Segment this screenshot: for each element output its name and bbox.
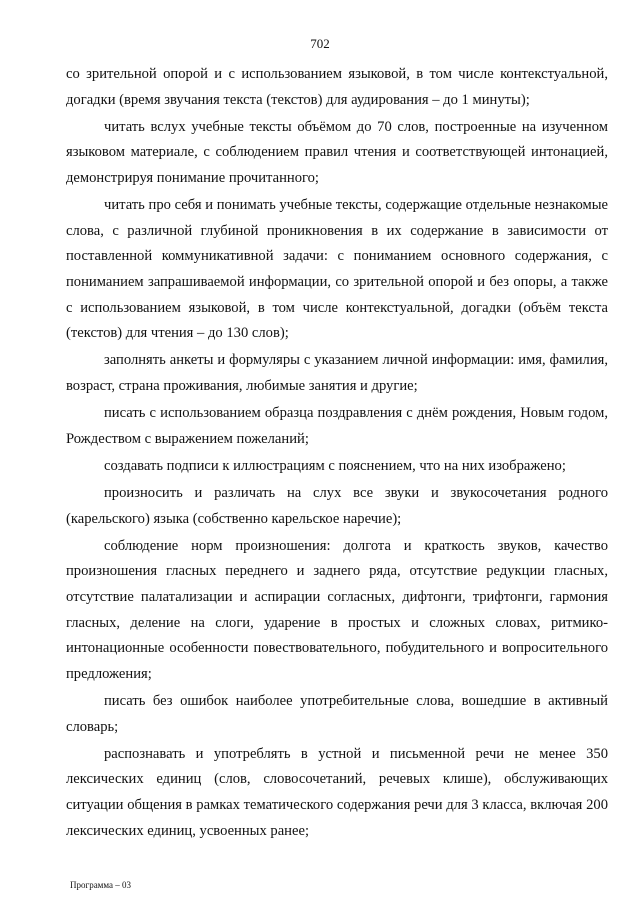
paragraph: распознавать и употреблять в устной и письменной речи не менее 350 лексических единиц (слов, словосочетаний, речевых клише), обслуживающих ситуации общения в рамках тематического содержания речи для 3 класса, включая 200 лексических единиц, усвоенных ранее;	[66, 745, 608, 839]
paragraph: заполнять анкеты и формуляры с указанием личной информации: имя, фамилия, возраст, страна проживания, любимые занятия и другие;	[66, 352, 608, 394]
paragraph: читать про себя и понимать учебные тексты, содержащие отдельные незнакомые слова, с различной глубиной проникновения в их содержание в зависимости от поставленной коммуникативной задачи: с пониманием основного содержания, с пониманием запрашиваемой информации, со зрительной опорой и без опоры, а также с использованием языковой, в том числе контекстуальной, догадки (объём текста (текстов) для чтения – до 130 слов);	[66, 197, 608, 342]
paragraph: со зрительной опорой и с использованием языковой, в том числе контекстуальной, догадки (время звучания текста (текстов) для аудирования – до 1 минуты);	[66, 66, 608, 108]
paragraph: произносить и различать на слух все звуки и звукосочетания родного (карельского) языка (собственно карельское наречие);	[66, 485, 608, 527]
document-body	[66, 62, 608, 846]
page-number: 702	[310, 36, 330, 51]
footer-program-label: Программа – 03	[70, 880, 132, 890]
paragraph: писать без ошибок наиболее употребительные слова, вошедшие в активный словарь;	[66, 693, 608, 735]
paragraph: писать с использованием образца поздравления с днём рождения, Новым годом, Рождеством с выражением пожеланий;	[66, 405, 608, 447]
paragraph: читать вслух учебные тексты объёмом до 70 слов, построенные на изученном языковом материале, с соблюдением правил чтения и соответствующей интонацией, демонстрируя понимание прочитанного;	[66, 118, 608, 186]
paragraph: создавать подписи к иллюстрациям с пояснением, что на них изображено;	[104, 457, 566, 474]
paragraph: соблюдение норм произношения: долгота и краткость звуков, качество произношения гласных переднего и заднего ряда, отсутствие редукции гласных, отсутствие палатализации и аспирации согласных, дифтонги, трифтонги, гармония гласных, деление на слоги, ударение в простых и сложных словах, ритмико-интонационные особенности повествовательного, побудительного и вопросительного предложения;	[66, 537, 608, 682]
